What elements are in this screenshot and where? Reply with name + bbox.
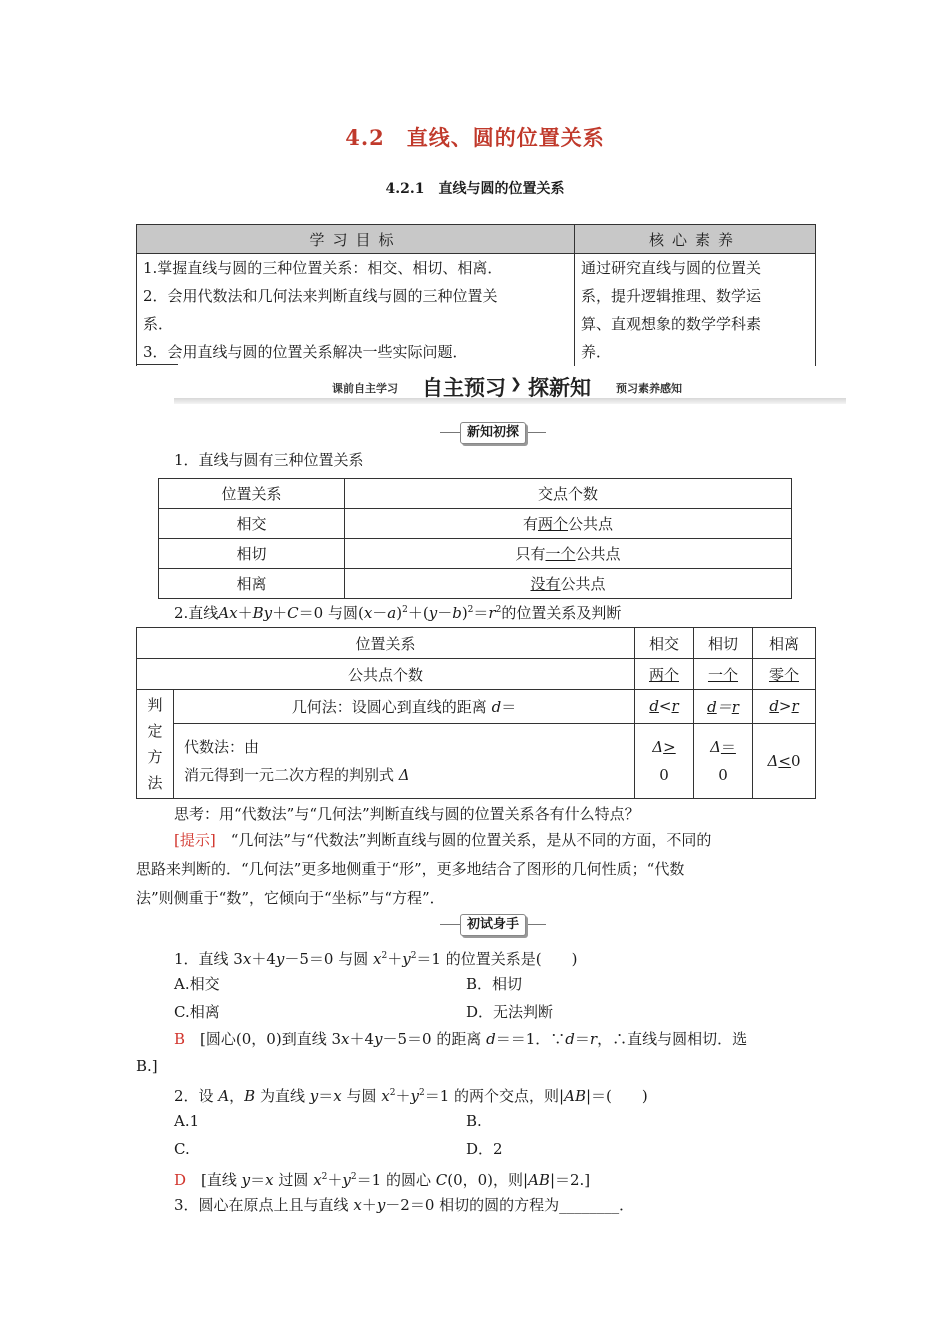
table-cell: 只有一个公共点 bbox=[345, 539, 792, 569]
q2-option-d: D．2 bbox=[466, 1140, 503, 1158]
goal-line: 2．会用代数法和几何法来判断直线与圆的三种位置关 bbox=[143, 287, 498, 305]
tag-label: 新知初探 bbox=[460, 422, 526, 444]
table-cell: Δ> 0 bbox=[635, 723, 694, 798]
question-2: 2．设 A，B 为直线 y＝x 与圆 $x^2+y^2=1$ 的两个交点，则|AB|＝( ) bbox=[174, 1087, 648, 1105]
q1-answer-end: B.] bbox=[136, 1057, 158, 1075]
q2-option-a: A.1 bbox=[174, 1112, 200, 1130]
goals-header-core: 核心素养 bbox=[575, 225, 816, 254]
core-line: 算、直观想象的数学学科素 bbox=[581, 315, 762, 333]
hint-line-1: [提示] “几何法”与“代数法”判断直线与圆的位置关系，是从不同的方面，不同的 bbox=[174, 831, 712, 849]
table-header: 相交 bbox=[635, 628, 694, 659]
q2-answer: D [直线 y＝x 过圆 $x^2+y^2=1$ 的圆心 C(0，0)，则|AB|＝2.] bbox=[174, 1171, 591, 1189]
question-3: 3．圆心在原点上且与直线 x＋y－2＝0 相切的圆的方程为________． bbox=[174, 1196, 635, 1214]
goals-header-learning: 学习目标 bbox=[137, 225, 575, 254]
table-cell: 公共点个数 bbox=[137, 659, 635, 690]
table-cell: 零个 bbox=[753, 659, 816, 690]
table-cell: Δ＝ 0 bbox=[694, 723, 753, 798]
table-header: 交点个数 bbox=[345, 479, 792, 509]
goals-left-cell bbox=[137, 254, 575, 367]
table-cell: 几何法：设圆心到直线的距离 d＝ bbox=[174, 690, 635, 724]
judgement-table bbox=[136, 627, 816, 799]
section-tag-try bbox=[440, 914, 546, 934]
divider bbox=[136, 364, 178, 365]
banner-left-text: 课前自主学习 bbox=[332, 382, 398, 395]
relation-table bbox=[158, 478, 792, 599]
judge-method-label: 判 定 方 法 bbox=[137, 690, 174, 799]
q2-option-c: C. bbox=[174, 1140, 190, 1158]
table-cell: 代数法：由 消元得到一元二次方程的判别式 Δ bbox=[174, 723, 635, 798]
section-tag-new bbox=[440, 422, 546, 442]
table-cell: Δ<0 bbox=[753, 723, 816, 798]
goals-table bbox=[136, 224, 816, 366]
table-cell: 相离 bbox=[159, 569, 345, 599]
table-cell: 相切 bbox=[159, 539, 345, 569]
q2-option-b: B. bbox=[466, 1112, 482, 1130]
core-line: 系，提升逻辑推理、数学运 bbox=[581, 287, 762, 305]
q1-answer: B [圆心(0，0)到直线 3x＋4y－5＝0 的距离 d＝＝1．∵d＝r，∴直线与圆相切．选 bbox=[174, 1030, 748, 1048]
banner-right-text: 预习素养感知 bbox=[616, 382, 682, 395]
goals-right-cell bbox=[575, 254, 816, 367]
table-cell: d<r bbox=[635, 690, 694, 724]
page-title: 4.2 直线、圆的位置关系 bbox=[345, 125, 605, 150]
banner-main-text: 自主预习 bbox=[422, 376, 506, 400]
table-cell: 相交 bbox=[159, 509, 345, 539]
table-cell: 两个 bbox=[635, 659, 694, 690]
goal-line: 3．会用直线与圆的位置关系解决一些实际问题． bbox=[143, 343, 468, 361]
table-header: 位置关系 bbox=[159, 479, 345, 509]
point-1: 1．直线与圆有三种位置关系 bbox=[174, 451, 364, 469]
table-cell: 有两个公共点 bbox=[345, 509, 792, 539]
point-2: 2.直线Ax＋By＋C＝0 与圆$(x-a)^2+(y-b)^2=r^2$的位置关系及判断 bbox=[174, 604, 622, 622]
hint-line-2: 思路来判断的．“几何法”更多地侧重于“形”，更多地结合了图形的几何性质；“代数 bbox=[136, 860, 685, 878]
tag-label: 初试身手 bbox=[460, 914, 526, 936]
goal-line: 系． bbox=[143, 315, 174, 333]
table-cell: 一个 bbox=[694, 659, 753, 690]
section-banner bbox=[174, 372, 846, 408]
table-cell: d>r bbox=[753, 690, 816, 724]
section-title: 4.2.1 直线与圆的位置关系 bbox=[385, 181, 565, 197]
table-header: 相离 bbox=[753, 628, 816, 659]
goal-line: 1.掌握直线与圆的三种位置关系：相交、相切、相离． bbox=[143, 259, 503, 277]
table-cell: d＝r bbox=[694, 690, 753, 724]
table-header: 相切 bbox=[694, 628, 753, 659]
banner-arrow-icon: ❯ bbox=[510, 376, 522, 392]
think-question: 思考：用“代数法”与“几何法”判断直线与圆的位置关系各有什么特点？ bbox=[174, 805, 640, 823]
q1-option-d: D．无法判断 bbox=[466, 1003, 554, 1021]
hint-line-3: 法”则侧重于“数”，它倾向于“坐标”与“方程”． bbox=[136, 889, 445, 907]
core-line: 养． bbox=[581, 343, 612, 361]
table-cell: 没有公共点 bbox=[345, 569, 792, 599]
core-line: 通过研究直线与圆的位置关 bbox=[581, 259, 762, 277]
question-1: 1．直线 3x＋4y－5＝0 与圆 $x^2+y^2=1$ 的位置关系是( ) bbox=[174, 950, 578, 968]
q1-option-b: B．相切 bbox=[466, 975, 523, 993]
q1-option-a: A.相交 bbox=[174, 975, 220, 993]
table-header: 位置关系 bbox=[137, 628, 635, 659]
banner-main-text-2: 探新知 bbox=[528, 376, 591, 400]
banner-bar bbox=[174, 398, 846, 404]
q1-option-c: C.相离 bbox=[174, 1003, 220, 1021]
